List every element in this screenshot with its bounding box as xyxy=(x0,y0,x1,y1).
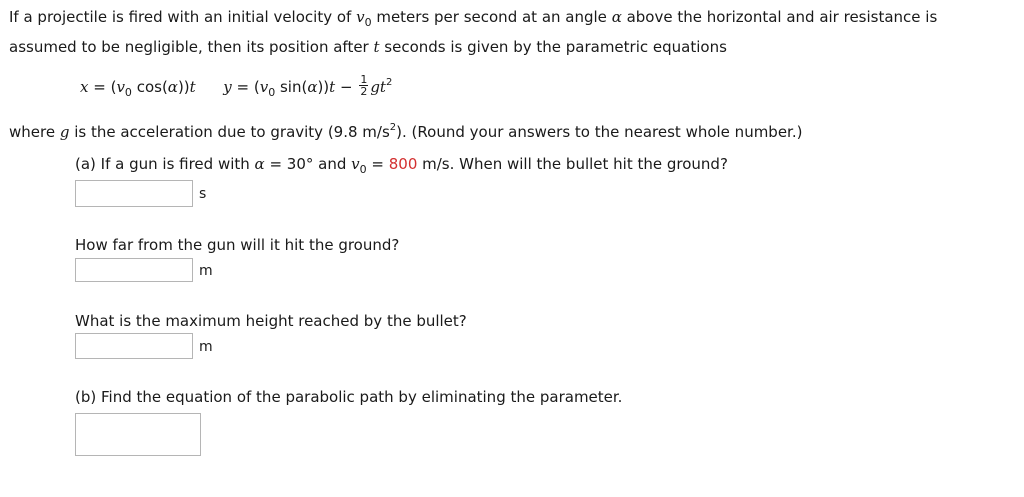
distance-answer-input[interactable] xyxy=(75,258,193,282)
height-answer-input[interactable] xyxy=(75,333,193,359)
symbol-alpha: α xyxy=(611,8,622,26)
fraction-one-half xyxy=(359,74,368,97)
symbol-y: y xyxy=(223,78,232,96)
symbol-t: t xyxy=(329,78,336,96)
subscript-0: 0 xyxy=(124,86,132,99)
symbol-alpha: α xyxy=(254,155,265,173)
intro-text: seconds is given by the parametric equations xyxy=(379,38,727,56)
intro-text: assumed to be negligible, then its position after xyxy=(9,38,374,56)
eq-part: − xyxy=(335,78,358,96)
symbol-v: v xyxy=(351,155,360,173)
part-a-text: (a) If a gun is fired with xyxy=(75,155,255,173)
unit-seconds: s xyxy=(199,186,207,202)
superscript-2: 2 xyxy=(389,122,397,133)
symbol-t: t xyxy=(373,38,380,56)
part-a-text: = xyxy=(366,155,389,173)
time-answer-input[interactable] xyxy=(75,180,193,207)
intro-line-1 xyxy=(9,8,938,29)
unit-meters: m xyxy=(199,263,213,279)
eq-part: sin( xyxy=(279,78,308,96)
gravity-text: ). (Round your answers to the nearest whole number.) xyxy=(396,123,803,141)
parametric-equations xyxy=(80,73,393,99)
superscript-2: 2 xyxy=(385,77,393,88)
symbol-t: t xyxy=(189,78,196,96)
gravity-text: where xyxy=(9,123,60,141)
eq-part: = ( xyxy=(88,78,117,96)
eq-part: cos( xyxy=(136,78,168,96)
symbol-v: v xyxy=(356,8,365,26)
symbol-v: v xyxy=(259,78,269,96)
fraction-numerator: 1 xyxy=(360,73,368,86)
eq-part: = ( xyxy=(231,78,260,96)
symbol-alpha: α xyxy=(307,78,318,96)
part-a-question xyxy=(75,155,728,176)
eq-part: )) xyxy=(317,78,330,96)
subscript-0: 0 xyxy=(359,163,367,176)
intro-text: above the horizontal and air resistance is xyxy=(621,8,938,26)
symbol-gt: gt xyxy=(370,78,386,96)
unit-meters: m xyxy=(199,339,213,355)
subscript-0: 0 xyxy=(268,86,276,99)
eq-part: )) xyxy=(177,78,190,96)
gravity-text: is the acceleration due to gravity (9.8 m/s xyxy=(69,123,390,141)
speed-value: 800 xyxy=(388,155,418,173)
part-b-question: (b) Find the equation of the parabolic path by eliminating the parameter. xyxy=(75,388,623,406)
fraction-denominator: 2 xyxy=(360,85,368,98)
intro-text: If a projectile is fired with an initial velocity of xyxy=(9,8,357,26)
intro-line-2 xyxy=(9,38,727,56)
equation-answer-input[interactable] xyxy=(75,413,201,456)
part-a-text: m/s. When will the bullet hit the ground? xyxy=(417,155,728,173)
intro-text: meters per second at an angle xyxy=(371,8,612,26)
subscript-0: 0 xyxy=(364,16,372,29)
symbol-alpha: α xyxy=(167,78,178,96)
max-height-question: What is the maximum height reached by the bullet? xyxy=(75,312,467,330)
symbol-x: x xyxy=(80,78,89,96)
symbol-v: v xyxy=(116,78,125,96)
distance-question: How far from the gun will it hit the ground? xyxy=(75,236,400,254)
symbol-g: g xyxy=(59,123,70,141)
part-a-text: = 30° and xyxy=(264,155,352,173)
gravity-line xyxy=(9,123,802,141)
